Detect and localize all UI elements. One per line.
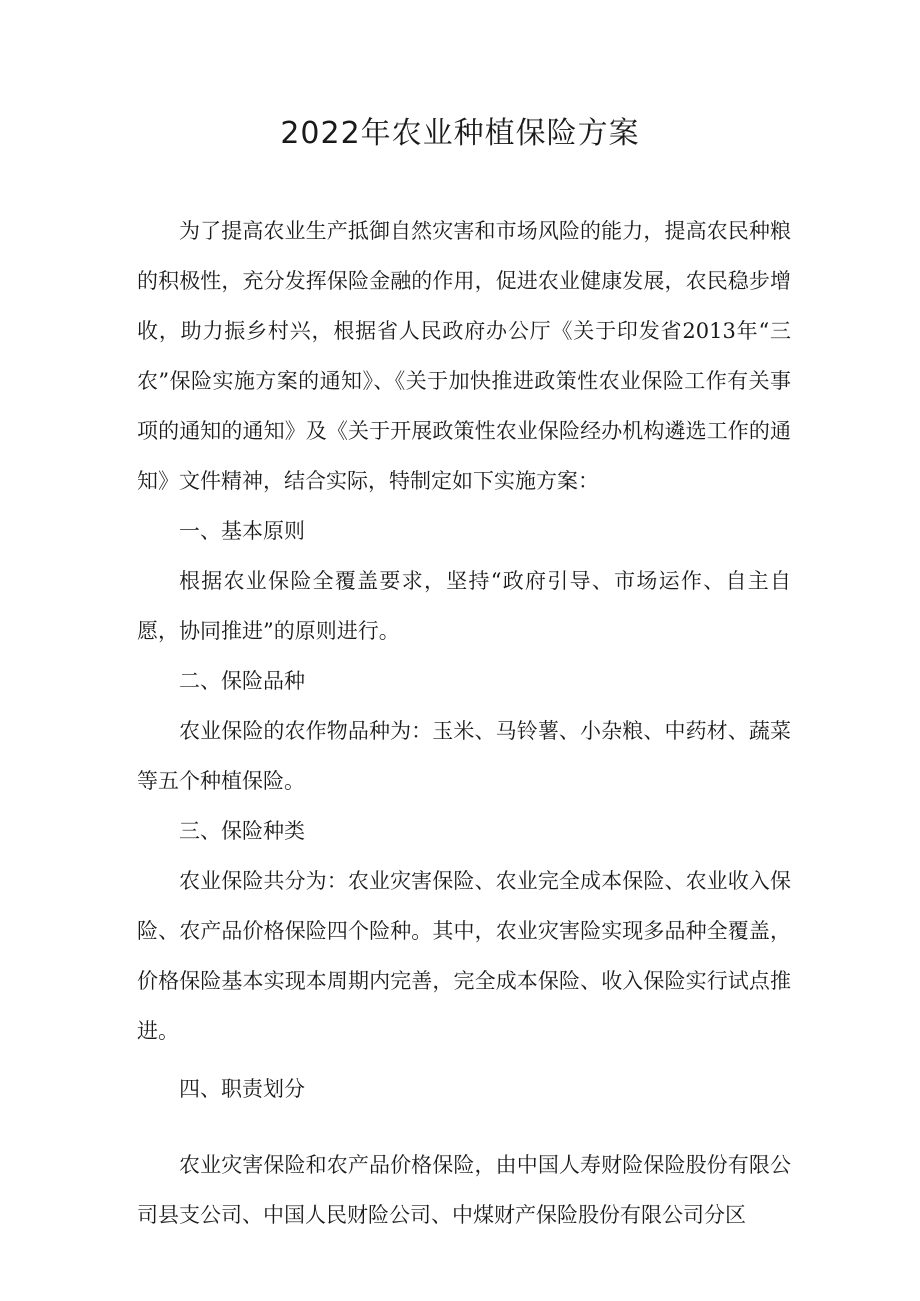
section-heading-varieties: 二、保险品种 bbox=[179, 669, 305, 693]
spacer bbox=[137, 1114, 791, 1140]
types-paragraph: 农业保险共分为：农业灾害保险、农业完全成本保险、农业收入保险、农产品价格保险四个险种。其中，农业灾害险实现多品种全覆盖，价格保险基本实现本周期内完善，完全成本保险、收入保险实行试点推进。 bbox=[137, 869, 791, 1043]
section-heading-principles: 一、基本原则 bbox=[179, 519, 305, 543]
document-title: 2022年农业种植保险方案 bbox=[280, 116, 640, 151]
principles-paragraph: 根据农业保险全覆盖要求，坚持“政府引导、市场运作、自主自愿，协同推进”的原则进行。 bbox=[137, 569, 791, 643]
document-body bbox=[137, 206, 791, 1240]
duties-paragraph: 农业灾害保险和农产品价格保险，由中国人寿财险保险股份有限公司县支公司、中国人民财险公司、中煤财产保险股份有限公司分区 bbox=[137, 1153, 791, 1227]
spacer bbox=[137, 1056, 791, 1064]
section-heading-duties: 四、职责划分 bbox=[179, 1077, 305, 1101]
section-heading-types: 三、保险种类 bbox=[179, 819, 305, 843]
varieties-paragraph: 农业保险的农作物品种为：玉米、马铃薯、小杂粮、中药材、蔬菜等五个种植保险。 bbox=[137, 719, 791, 793]
intro-paragraph: 为了提高农业生产抵御自然灾害和市场风险的能力，提高农民种粮的积极性，充分发挥保险金融的作用，促进农业健康发展，农民稳步增收，助力振乡村兴，根据省人民政府办公厅《关于印发省2013年“三农”保险实施方案的通知》、《关于加快推进政策性农业保险工作有关事项的通知的通知》及《关于开展政策性农业保险经办机构遴选工作的通知》文件精神，结合实际，特制定如下实施方案： bbox=[137, 219, 791, 493]
